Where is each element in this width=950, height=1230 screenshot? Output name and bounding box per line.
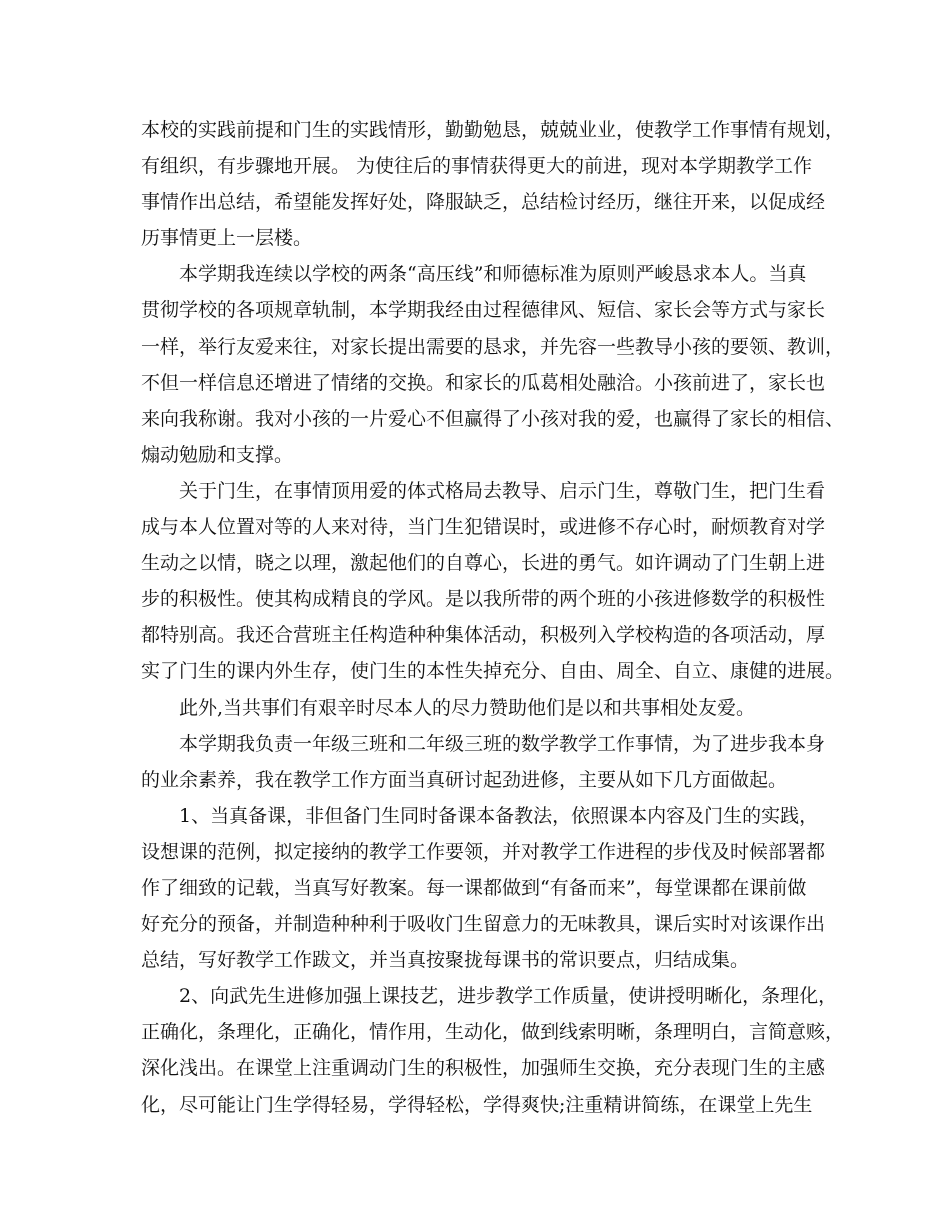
text-line: 化，尽可能让门生学得轻易，学得轻松，学得爽快;注重精讲简练，在课堂上先生 (141, 1093, 813, 1116)
text-line: 来向我称谢。我对小孩的一片爱心不但赢得了小孩对我的爱，也赢得了家长的相信、 (141, 407, 845, 430)
text-line: 事情作出总结，希望能发挥好处，降服缺乏，总结检讨经历，继往开来，以促成经 (141, 191, 826, 214)
text-line: 1、当真备课，非但备门生同时备课本备教法，依照课本内容及门生的实践， (179, 804, 819, 827)
text-line: 贯彻学校的各项规章轨制，本学期我经由过程德律风、短信、家长会等方式与家长 (141, 299, 826, 322)
text-line: 正确化，条理化，正确化，情作用，生动化，做到线索明晰，条理明白，言简意赅， (141, 1021, 845, 1044)
text-line: 2、向武先生进修加强上课技艺，进步教学工作质量，使讲授明晰化，条理化， (179, 985, 838, 1008)
text-line: 设想课的范例，拟定接纳的教学工作要领，并对教学工作进程的步伐及时候部署都 (141, 840, 826, 863)
text-line: 不但一样信息还增进了情绪的交换。和家长的瓜葛相处融洽。小孩前进了，家长也 (141, 371, 826, 394)
text-line: 深化浅出。在课堂上注重调动门生的积极性，加强师生交换，充分表现门生的主感 (141, 1057, 826, 1080)
text-line: 本学期我负责一年级三班和二年级三班的数学教学工作事情，为了进步我本身 (179, 732, 826, 755)
text-line: 都特别高。我还合营班主任构造种种集体活动，积极列入学校构造的各项活动，厚 (141, 624, 826, 647)
text-line: 一样，举行友爱来往，对家长提出需要的恳求，并先容一些教导小孩的要领、教训， (141, 335, 845, 358)
text-line: 成与本人位置对等的人来对待，当门生犯错误时，或进修不存心时，耐烦教育对学 (141, 516, 826, 539)
text-line: 本校的实践前提和门生的实践情形，勤勤勉恳，兢兢业业，使教学工作事情有规划， (141, 119, 845, 141)
body-text (141, 112, 845, 1123)
text-line: 煽动勉励和支撑。 (141, 443, 294, 466)
text-line: 实了门生的课内外生存，使门生的本性失掉充分、自由、周全、自立、康健的进展。 (141, 660, 845, 683)
text-line: 作了细致的记载，当真写好教案。每一课都做到“有备而来”，每堂课都在课前做 (141, 876, 807, 899)
text-line: 的业余素养，我在教学工作方面当真研讨起劲进修，主要从如下几方面做起。 (141, 768, 788, 791)
text-line: 关于门生，在事情顶用爱的体式格局去教导、启示门生，尊敬门生，把门生看 (179, 479, 826, 502)
text-line: 总结，写好教学工作跋文，并当真按聚拢每课书的常识要点，归结成集。 (141, 949, 750, 972)
text-line: 好充分的预备，并制造种种利于吸收门生留意力的无味教具，课后实时对该课作出 (141, 913, 826, 936)
text-line: 本学期我连续以学校的两条“高压线”和师德标准为原则严峻恳求本人。当真 (179, 263, 807, 286)
text-line: 生动之以情，晓之以理，激起他们的自尊心，长进的勇气。如许调动了门生朝上进 (141, 552, 826, 575)
text-line: 有组织，有步骤地开展。 为使往后的事情获得更大的前进，现对本学期教学工作 (141, 155, 813, 178)
text-line: 历事情更上一层楼。 (141, 227, 313, 250)
text-line: 步的积极性。使其构成精良的学风。是以我所带的两个班的小孩进修数学的积极性 (141, 588, 826, 611)
text-line: 此外,当共事们有艰辛时尽本人的尽力赞助他们是以和共事相处友爱。 (179, 696, 756, 719)
